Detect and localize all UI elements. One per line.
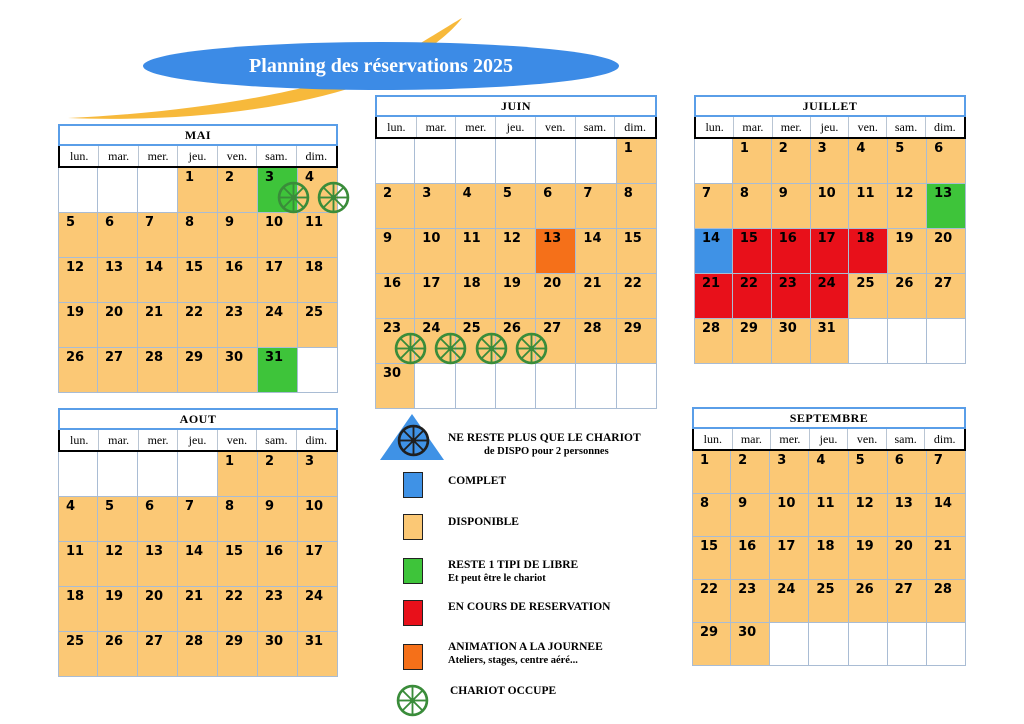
calendar-day-11: 11 xyxy=(849,184,888,229)
calendar-day-28: 28 xyxy=(694,319,733,364)
calendar-day-29: 29 xyxy=(692,623,731,666)
legend-dispo-sublabel: de DISPO pour 2 personnes xyxy=(484,446,609,457)
calendar-day-2: 2 xyxy=(218,168,258,213)
calendar-day-25: 25 xyxy=(849,274,888,319)
calendar-day-15: 15 xyxy=(218,542,258,587)
calendar-month-title: AOUT xyxy=(58,408,338,430)
calendar-month-title: JUIN xyxy=(375,95,657,117)
calendar-day-21: 21 xyxy=(694,274,733,319)
calendar-day-18: 18 xyxy=(456,274,496,319)
weekday-label: mer. xyxy=(773,117,811,137)
weekday-label: mer. xyxy=(771,429,810,449)
calendar-day-8: 8 xyxy=(733,184,772,229)
calendar-day-20: 20 xyxy=(138,587,178,632)
calendar-empty-cell xyxy=(178,452,218,497)
calendar-empty-cell xyxy=(496,139,536,184)
calendar-day-11: 11 xyxy=(456,229,496,274)
calendar-day-21: 21 xyxy=(576,274,616,319)
calendar-day-3: 3 xyxy=(258,168,298,213)
calendar-day-5: 5 xyxy=(58,213,98,258)
legend-reservation-label: EN COURS DE RESERVATION xyxy=(448,601,611,613)
calendar-day-15: 15 xyxy=(692,537,731,580)
calendar-day-16: 16 xyxy=(772,229,811,274)
calendar-day-19: 19 xyxy=(888,229,927,274)
page-title xyxy=(143,42,619,90)
weekday-label: sam. xyxy=(887,117,925,137)
calendar-day-12: 12 xyxy=(888,184,927,229)
calendar-empty-cell xyxy=(536,364,576,409)
calendar-day-19: 19 xyxy=(496,274,536,319)
calendar-day-19: 19 xyxy=(58,303,98,348)
calendar-empty-cell xyxy=(849,319,888,364)
calendar-day-30: 30 xyxy=(731,623,770,666)
calendar-empty-cell xyxy=(576,364,616,409)
calendar-day-17: 17 xyxy=(298,542,338,587)
calendar-day-28: 28 xyxy=(927,580,966,623)
weekday-label: mar. xyxy=(733,429,772,449)
calendar-day-1: 1 xyxy=(617,139,657,184)
legend-tipi-sublabel: Et peut être le chariot xyxy=(448,573,546,584)
swatch-animation xyxy=(403,644,423,670)
calendar-day-18: 18 xyxy=(849,229,888,274)
calendar-day-19: 19 xyxy=(849,537,888,580)
calendar-day-17: 17 xyxy=(811,229,850,274)
weekday-label: mar. xyxy=(734,117,772,137)
calendar-empty-cell xyxy=(138,452,178,497)
calendar-day-23: 23 xyxy=(375,319,415,364)
weekday-label: mer. xyxy=(139,430,178,450)
calendar-empty-cell xyxy=(375,139,415,184)
calendar-day-23: 23 xyxy=(731,580,770,623)
calendar-day-9: 9 xyxy=(258,497,298,542)
calendar-day-28: 28 xyxy=(178,632,218,677)
calendar-day-30: 30 xyxy=(258,632,298,677)
calendar-day-30: 30 xyxy=(375,364,415,409)
calendar-day-28: 28 xyxy=(576,319,616,364)
legend-tipi-label: RESTE 1 TIPI DE LIBRE xyxy=(448,559,579,571)
calendar-day-2: 2 xyxy=(772,139,811,184)
calendar-day-7: 7 xyxy=(138,213,178,258)
calendar-day-21: 21 xyxy=(927,537,966,580)
calendar-day-20: 20 xyxy=(536,274,576,319)
weekday-label: jeu. xyxy=(178,430,217,450)
calendar-day-24: 24 xyxy=(258,303,298,348)
weekday-label: lun. xyxy=(377,117,417,137)
calendar-day-7: 7 xyxy=(178,497,218,542)
calendar-day-5: 5 xyxy=(849,451,888,494)
calendar-day-19: 19 xyxy=(98,587,138,632)
calendar-mai xyxy=(58,124,338,393)
weekday-label: dim. xyxy=(934,119,956,134)
calendar-aout xyxy=(58,408,338,677)
calendar-day-11: 11 xyxy=(809,494,848,537)
calendar-empty-cell xyxy=(456,364,496,409)
calendar-day-5: 5 xyxy=(496,184,536,229)
calendar-day-6: 6 xyxy=(888,451,927,494)
weekday-header xyxy=(692,429,966,451)
wheel-icon xyxy=(317,181,350,214)
calendar-grid xyxy=(692,451,966,666)
calendar-grid xyxy=(58,452,338,677)
calendar-day-18: 18 xyxy=(809,537,848,580)
weekday-label: ven. xyxy=(218,146,257,166)
calendar-day-25: 25 xyxy=(298,303,338,348)
calendar-day-14: 14 xyxy=(927,494,966,537)
legend-animation-sublabel: Ateliers, stages, centre aéré... xyxy=(448,655,578,666)
legend-occupe-label: CHARIOT OCCUPE xyxy=(450,685,557,697)
wheel-icon xyxy=(396,684,429,717)
calendar-empty-cell xyxy=(298,348,338,393)
calendar-day-16: 16 xyxy=(375,274,415,319)
calendar-day-9: 9 xyxy=(218,213,258,258)
calendar-day-1: 1 xyxy=(178,168,218,213)
swatch-complet xyxy=(403,472,423,498)
calendar-day-30: 30 xyxy=(218,348,258,393)
calendar-day-1: 1 xyxy=(692,451,731,494)
calendar-day-25: 25 xyxy=(58,632,98,677)
calendar-day-14: 14 xyxy=(694,229,733,274)
calendar-empty-cell xyxy=(617,364,657,409)
wheel-icon xyxy=(434,332,467,365)
calendar-day-20: 20 xyxy=(927,229,966,274)
calendar-day-4: 4 xyxy=(849,139,888,184)
weekday-label: jeu. xyxy=(811,117,849,137)
weekday-header xyxy=(375,117,657,139)
wheel-icon xyxy=(475,332,508,365)
calendar-day-22: 22 xyxy=(692,580,731,623)
calendar-day-21: 21 xyxy=(178,587,218,632)
legend-dispo-label: NE RESTE PLUS QUE LE CHARIOT xyxy=(448,432,641,444)
calendar-day-4: 4 xyxy=(298,168,338,213)
calendar-day-1: 1 xyxy=(733,139,772,184)
calendar-day-7: 7 xyxy=(694,184,733,229)
calendar-empty-cell xyxy=(98,168,138,213)
calendar-empty-cell xyxy=(536,139,576,184)
calendar-day-16: 16 xyxy=(258,542,298,587)
weekday-header xyxy=(694,117,966,139)
calendar-day-6: 6 xyxy=(927,139,966,184)
calendar-day-15: 15 xyxy=(617,229,657,274)
calendar-day-29: 29 xyxy=(617,319,657,364)
calendar-month-title: JUILLET xyxy=(694,95,966,117)
calendar-day-15: 15 xyxy=(178,258,218,303)
calendar-day-8: 8 xyxy=(218,497,258,542)
calendar-day-28: 28 xyxy=(138,348,178,393)
weekday-label: sam. xyxy=(576,117,616,137)
calendar-juin xyxy=(375,95,657,409)
weekday-label: lun. xyxy=(696,117,734,137)
calendar-day-24: 24 xyxy=(811,274,850,319)
weekday-label: ven. xyxy=(536,117,576,137)
legend-animation-label: ANIMATION A LA JOURNEE xyxy=(448,641,603,653)
calendar-day-22: 22 xyxy=(218,587,258,632)
calendar-day-31: 31 xyxy=(258,348,298,393)
calendar-month-title: MAI xyxy=(58,124,338,146)
calendar-day-2: 2 xyxy=(258,452,298,497)
weekday-header xyxy=(58,430,338,452)
calendar-day-5: 5 xyxy=(98,497,138,542)
calendar-empty-cell xyxy=(496,364,536,409)
calendar-day-26: 26 xyxy=(849,580,888,623)
calendar-day-8: 8 xyxy=(178,213,218,258)
calendar-day-17: 17 xyxy=(258,258,298,303)
calendar-day-24: 24 xyxy=(770,580,809,623)
calendar-day-4: 4 xyxy=(58,497,98,542)
wheel-icon xyxy=(394,332,427,365)
calendar-day-25: 25 xyxy=(456,319,496,364)
wheel-icon xyxy=(515,332,548,365)
calendar-day-10: 10 xyxy=(811,184,850,229)
calendar-day-2: 2 xyxy=(375,184,415,229)
weekday-label: jeu. xyxy=(496,117,536,137)
calendar-day-12: 12 xyxy=(849,494,888,537)
calendar-day-8: 8 xyxy=(692,494,731,537)
weekday-label: ven. xyxy=(218,430,257,450)
calendar-empty-cell xyxy=(415,364,455,409)
calendar-month-title: SEPTEMBRE xyxy=(692,407,966,429)
weekday-label: dim. xyxy=(624,119,646,134)
wheel-icon xyxy=(397,424,430,457)
calendar-grid xyxy=(694,139,966,364)
weekday-label: lun. xyxy=(60,430,99,450)
calendar-day-13: 13 xyxy=(927,184,966,229)
legend-complet-label: COMPLET xyxy=(448,475,507,487)
calendar-day-29: 29 xyxy=(733,319,772,364)
calendar-day-30: 30 xyxy=(772,319,811,364)
weekday-label: lun. xyxy=(60,146,99,166)
calendar-day-27: 27 xyxy=(98,348,138,393)
calendar-day-26: 26 xyxy=(98,632,138,677)
calendar-day-11: 11 xyxy=(58,542,98,587)
calendar-day-13: 13 xyxy=(888,494,927,537)
calendar-grid xyxy=(375,139,657,409)
calendar-septembre xyxy=(692,407,966,666)
weekday-label: sam. xyxy=(257,430,296,450)
calendar-day-18: 18 xyxy=(58,587,98,632)
calendar-day-20: 20 xyxy=(888,537,927,580)
weekday-label: ven. xyxy=(849,117,887,137)
calendar-day-10: 10 xyxy=(298,497,338,542)
calendar-day-23: 23 xyxy=(772,274,811,319)
calendar-day-27: 27 xyxy=(536,319,576,364)
calendar-day-17: 17 xyxy=(415,274,455,319)
calendar-day-23: 23 xyxy=(218,303,258,348)
wheel-icon xyxy=(277,181,310,214)
calendar-day-17: 17 xyxy=(770,537,809,580)
calendar-empty-cell xyxy=(849,623,888,666)
calendar-empty-cell xyxy=(98,452,138,497)
calendar-day-12: 12 xyxy=(58,258,98,303)
calendar-day-1: 1 xyxy=(218,452,258,497)
calendar-day-11: 11 xyxy=(298,213,338,258)
calendar-empty-cell xyxy=(809,623,848,666)
calendar-day-9: 9 xyxy=(772,184,811,229)
calendar-day-13: 13 xyxy=(138,542,178,587)
calendar-day-5: 5 xyxy=(888,139,927,184)
calendar-day-21: 21 xyxy=(138,303,178,348)
calendar-day-4: 4 xyxy=(456,184,496,229)
calendar-empty-cell xyxy=(138,168,178,213)
calendar-day-10: 10 xyxy=(415,229,455,274)
calendar-day-3: 3 xyxy=(811,139,850,184)
calendar-day-26: 26 xyxy=(496,319,536,364)
calendar-empty-cell xyxy=(927,623,966,666)
calendar-empty-cell xyxy=(58,168,98,213)
calendar-day-24: 24 xyxy=(415,319,455,364)
weekday-label: dim. xyxy=(305,148,328,163)
calendar-day-9: 9 xyxy=(731,494,770,537)
calendar-empty-cell xyxy=(694,139,733,184)
calendar-day-26: 26 xyxy=(888,274,927,319)
weekday-label: mar. xyxy=(99,146,138,166)
weekday-header xyxy=(58,146,338,168)
weekday-label: mar. xyxy=(99,430,138,450)
calendar-day-31: 31 xyxy=(811,319,850,364)
calendar-empty-cell xyxy=(58,452,98,497)
calendar-empty-cell xyxy=(456,139,496,184)
calendar-day-16: 16 xyxy=(731,537,770,580)
weekday-label: mar. xyxy=(417,117,457,137)
calendar-day-22: 22 xyxy=(617,274,657,319)
calendar-day-20: 20 xyxy=(98,303,138,348)
calendar-empty-cell xyxy=(888,319,927,364)
calendar-day-23: 23 xyxy=(258,587,298,632)
weekday-label: sam. xyxy=(257,146,296,166)
weekday-label: dim. xyxy=(933,431,956,446)
calendar-day-8: 8 xyxy=(617,184,657,229)
swatch-tipi xyxy=(403,558,423,584)
calendar-day-6: 6 xyxy=(138,497,178,542)
calendar-day-13: 13 xyxy=(536,229,576,274)
calendar-day-3: 3 xyxy=(415,184,455,229)
calendar-day-25: 25 xyxy=(809,580,848,623)
calendar-empty-cell xyxy=(888,623,927,666)
calendar-day-27: 27 xyxy=(927,274,966,319)
weekday-label: mer. xyxy=(456,117,496,137)
weekday-label: jeu. xyxy=(810,429,849,449)
calendar-day-2: 2 xyxy=(731,451,770,494)
calendar-day-6: 6 xyxy=(98,213,138,258)
calendar-day-22: 22 xyxy=(733,274,772,319)
weekday-label: dim. xyxy=(305,432,328,447)
calendar-day-22: 22 xyxy=(178,303,218,348)
swatch-reservation xyxy=(403,600,423,626)
calendar-day-6: 6 xyxy=(536,184,576,229)
weekday-label: ven. xyxy=(848,429,887,449)
page-title-text: Planning des réservations 2025 xyxy=(249,54,513,77)
calendar-day-29: 29 xyxy=(218,632,258,677)
calendar-day-14: 14 xyxy=(178,542,218,587)
calendar-day-3: 3 xyxy=(298,452,338,497)
calendar-day-10: 10 xyxy=(258,213,298,258)
calendar-day-31: 31 xyxy=(298,632,338,677)
calendar-juillet xyxy=(694,95,966,364)
calendar-day-4: 4 xyxy=(809,451,848,494)
weekday-label: sam. xyxy=(887,429,926,449)
calendar-day-29: 29 xyxy=(178,348,218,393)
calendar-day-14: 14 xyxy=(138,258,178,303)
calendar-day-27: 27 xyxy=(138,632,178,677)
calendar-empty-cell xyxy=(927,319,966,364)
calendar-day-13: 13 xyxy=(98,258,138,303)
calendar-day-7: 7 xyxy=(576,184,616,229)
legend-disponible-label: DISPONIBLE xyxy=(448,516,519,528)
calendar-day-12: 12 xyxy=(496,229,536,274)
weekday-label: lun. xyxy=(694,429,733,449)
calendar-day-7: 7 xyxy=(927,451,966,494)
calendar-day-14: 14 xyxy=(576,229,616,274)
calendar-empty-cell xyxy=(770,623,809,666)
calendar-day-18: 18 xyxy=(298,258,338,303)
calendar-day-26: 26 xyxy=(58,348,98,393)
swatch-disponible xyxy=(403,514,423,540)
weekday-label: jeu. xyxy=(178,146,217,166)
calendar-empty-cell xyxy=(415,139,455,184)
calendar-day-12: 12 xyxy=(98,542,138,587)
calendar-day-10: 10 xyxy=(770,494,809,537)
calendar-empty-cell xyxy=(576,139,616,184)
calendar-day-24: 24 xyxy=(298,587,338,632)
calendar-day-27: 27 xyxy=(888,580,927,623)
weekday-label: mer. xyxy=(139,146,178,166)
calendar-day-15: 15 xyxy=(733,229,772,274)
calendar-day-9: 9 xyxy=(375,229,415,274)
calendar-day-3: 3 xyxy=(770,451,809,494)
calendar-day-16: 16 xyxy=(218,258,258,303)
